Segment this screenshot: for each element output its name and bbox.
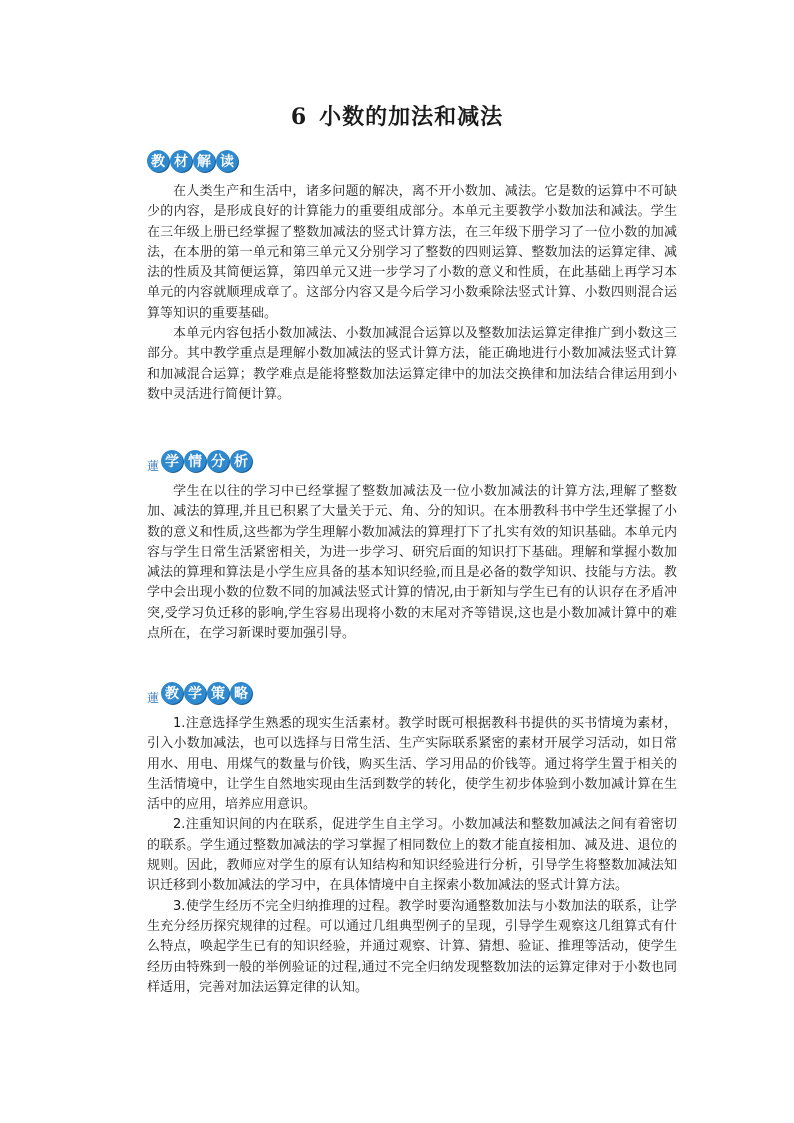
section-heading-textbook-analysis bbox=[147, 148, 239, 174]
section-badge bbox=[147, 150, 239, 172]
badge-char: 分 bbox=[207, 450, 229, 472]
badge-char: 学 bbox=[161, 450, 183, 472]
badge-char: 解 bbox=[193, 150, 215, 172]
badge-char: 情 bbox=[184, 450, 206, 472]
section-body-textbook-analysis bbox=[147, 182, 677, 405]
badge-char: 策 bbox=[207, 682, 229, 704]
section-prefix: 蓮 bbox=[147, 691, 160, 705]
badge-char: 教 bbox=[161, 682, 183, 704]
section-badge bbox=[161, 450, 253, 472]
badge-char: 略 bbox=[230, 682, 252, 704]
section-heading-student-analysis bbox=[147, 448, 253, 474]
paragraph: 学生在以往的学习中已经掌握了整数加减法及一位小数加减法的计算方法,理解了整数加、减法的算理,并且已积累了大量关于元、角、分的知识。在本册教科书中学生还掌握了小数的意义和性质,这些都为学生理解小数加减法的算理打下了扎实有效的知识基础。本单元内容与学生日常生活紧密相关，为进一步学习、研究后面的知识打下基础。理解和掌握小数加减法的算理和算法是小学生应具备的基本知识经验,而且是必备的数学知识、技能与方法。教学中会出现小数的位数不同的加减法竖式计算的情况,由于新知与学生已有的认识存在矛盾冲突,受学习负迁移的影响,学生容易出现将小数的末尾对齐等错误,这也是小数加减计算中的难点所在，在学习新课时要加强引导。 bbox=[147, 484, 677, 642]
paragraph: 1.注意选择学生熟悉的现实生活素材。教学时既可根据教科书提供的买书情境为素材，引入小数加减法，也可以选择与日常生活、生产实际联系紧密的素材开展学习活动，如日常用水、用电、用煤气的数量与价钱，购买生活、学习用品的价钱等。通过将学生置于相关的生活情境中，让学生自然地实现由生活到数学的转化，使学生初步体验到小数加减计算在生活中的应用，培养应用意识。 bbox=[147, 716, 677, 813]
section-prefix: 蓮 bbox=[147, 459, 160, 473]
paragraph: 在人类生产和生活中，诸多问题的解决，离不开小数加、减法。它是数的运算中不可缺少的内容，是形成良好的计算能力的重要组成部分。本单元主要教学小数加法和减法。学生在三年级上册已经掌握了整数加减法的竖式计算方法，在三年级下册学习了一位小数的加减法，在本册的第一单元和第三单元又分别学习了整数的四则运算、整数加法的运算定律、减法的性质及其简便运算，第四单元又进一步学习了小数的意义和性质，在此基础上再学习本单元的内容就顺理成章了。这部分内容又是今后学习小数乘除法竖式计算、小数四则混合运算等知识的重要基础。 bbox=[147, 184, 677, 321]
paragraph: 本单元内容包括小数加减法、小数加减混合运算以及整数加法运算定律推广到小数这三部分。其中教学重点是理解小数加减法的竖式计算方法，能正确地进行小数加减法竖式计算和加减混合运算；教学难点是能将整数加法运算定律中的加法交换律和加法结合律运用到小数中灵活进行简便计算。 bbox=[147, 326, 677, 402]
section-heading-teaching-strategy bbox=[147, 680, 253, 706]
badge-char: 读 bbox=[216, 150, 238, 172]
section-badge bbox=[161, 682, 253, 704]
badge-char: 材 bbox=[170, 150, 192, 172]
paragraph: 2.注重知识间的内在联系，促进学生自主学习。小数加减法和整数加减法之间有着密切的联系。学生通过整数加减法的学习掌握了相同数位上的数才能直接相加、减及进、退位的规则。因此，教师应对学生的原有认知结构和知识经验进行分析，引导学生将整数加减法知识迁移到小数加减法的学习中，在具体情境中自主探索小数加减法的竖式计算方法。 bbox=[147, 817, 677, 894]
page-title bbox=[0, 100, 794, 131]
section-body-student-analysis bbox=[147, 482, 677, 644]
badge-char: 学 bbox=[184, 682, 206, 704]
chapter-title: 小数的加法和减法 bbox=[319, 104, 504, 130]
paragraph: 3.使学生经历不完全归纳推理的过程。教学时要沟通整数加法与小数加法的联系，让学生充分经历探究规律的过程。可以通过几组典型例子的呈现，引导学生观察这几组算式有什么特点，唤起学生已有的知识经验，并通过观察、计算、猜想、验证、推理等活动，使学生经历由特殊到一般的举例验证的过程,通过不完全归纳发现整数加法的运算定律对于小数也同样适用，完善对加法运算定律的认知。 bbox=[147, 898, 677, 995]
section-body-teaching-strategy bbox=[147, 714, 677, 998]
chapter-number: 6 bbox=[290, 104, 308, 130]
badge-char: 教 bbox=[147, 150, 169, 172]
badge-char: 析 bbox=[230, 450, 252, 472]
